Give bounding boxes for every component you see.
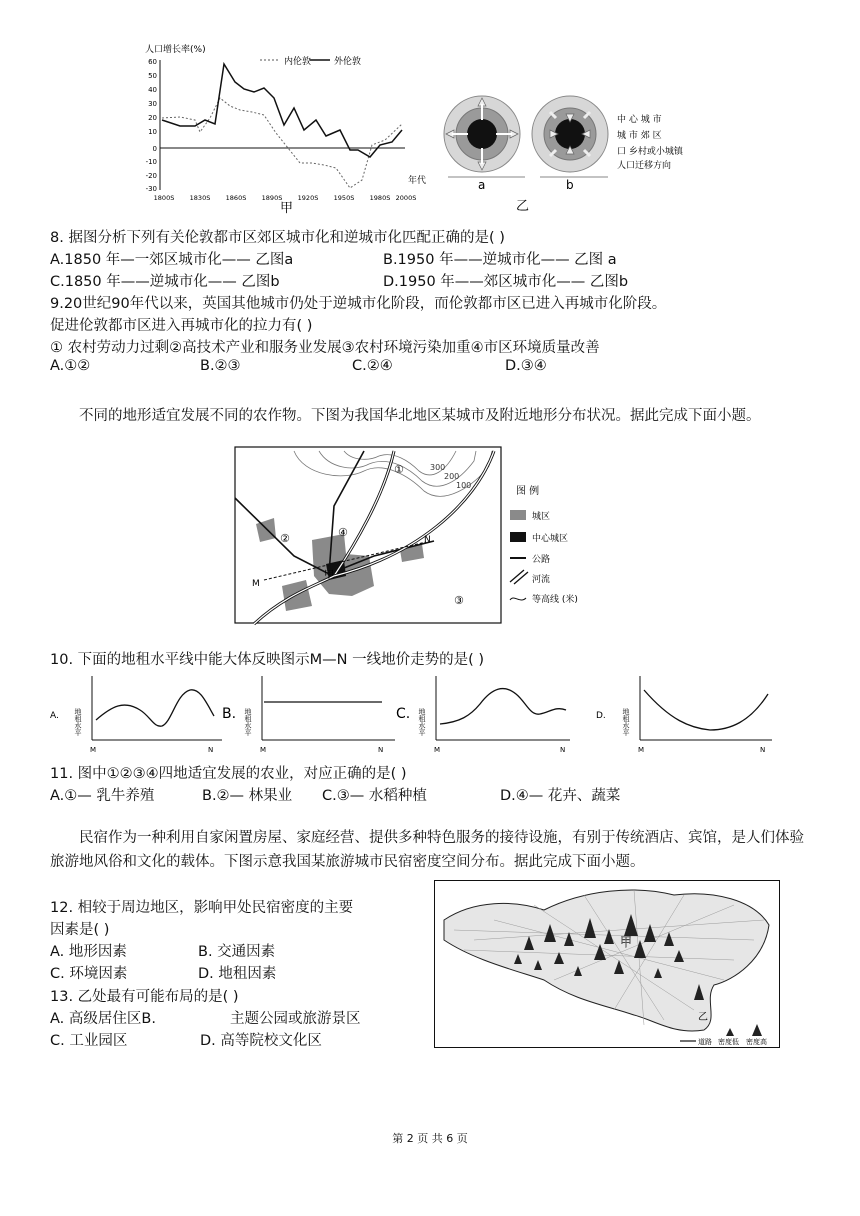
contour-200: 200: [444, 472, 460, 481]
question-10-stem: 10. 下面的地租水平线中能大体反映图示M—N 一线地价走势的是( ): [50, 652, 485, 668]
legend-migration: 人口迁移方向: [617, 161, 672, 171]
chart-ylabel: 人口增长率(%): [145, 45, 206, 55]
q9-option-d: D.③④: [505, 358, 547, 374]
q13-option-d: D. 高等院校文化区: [200, 1033, 322, 1049]
question-9-items: ① 农村劳动力过剩②高技术产业和服务业发展③农村环境污染加重④市区环境质量改善: [50, 340, 600, 356]
q11-option-c: C.③— 水稻种植: [322, 788, 427, 804]
xtick: 2000S: [395, 194, 417, 202]
q12-option-c: C. 环境因素: [50, 966, 128, 982]
page-number: 第 2 页 共 6 页: [392, 1132, 468, 1145]
option-c-graph: [396, 676, 570, 754]
q8-option-a: A.1850 年—一郊区城市化—— 乙图a: [50, 252, 294, 268]
xtick: 1980S: [369, 194, 391, 202]
q12-option-b: B. 交通因素: [198, 944, 276, 960]
label-a: a: [478, 178, 486, 192]
site-2: ②: [280, 532, 290, 545]
axis-N: N: [560, 746, 566, 754]
site-3: ③: [454, 594, 464, 607]
ytick: 10: [148, 128, 157, 136]
ytick: -10: [145, 158, 157, 166]
axis-M: M: [638, 746, 645, 754]
question-9-stem-2: 促进伦敦都市区进入再城市化的拉力有( ): [50, 318, 313, 334]
map-jia: 甲: [620, 935, 633, 949]
passage-homestay: 民宿作为一种利用自家闲置房屋、家庭经营、提供多种特色服务的接待设施，有别于传统酒店、宾馆，是人们体验旅游地风俗和文化的载体。下图示意我国某旅游城市民宿密度空间分布。据此完成下面小题。: [50, 830, 804, 870]
option-a-label: A.: [50, 711, 59, 721]
q11-option-a: A.①— 乳牛养殖: [50, 788, 155, 804]
axis-N: N: [208, 746, 214, 754]
legend-village: 口 乡村或小城镇: [617, 147, 683, 157]
figure-caption-yi: 乙: [516, 199, 530, 214]
contour-300: 300: [430, 463, 446, 472]
q11-option-d: D.④— 花卉、蔬菜: [500, 788, 621, 804]
axis-M: M: [434, 746, 441, 754]
legend-low-density: 密度低: [718, 1038, 739, 1046]
rent-curve-options: [40, 672, 820, 762]
population-growth-chart: [140, 40, 440, 215]
site-4: ④: [338, 526, 348, 539]
legend-title: 图 例: [516, 486, 540, 497]
q11-option-b: B.②— 林果业: [202, 788, 293, 804]
passage-terrain: 不同的地形适宜发展不同的农作物。下图为我国华北地区某城市及附近地形分布状况。据此完成下面小题。: [79, 408, 761, 424]
diagram-b: [532, 96, 608, 172]
ytick: 30: [148, 100, 157, 108]
question-9-stem-1: 9.20世纪90年代以来，英国其他城市仍处于逆城市化阶段，而伦敦都市区已进入再城市化阶段。: [50, 296, 667, 312]
map-yi: 乙: [698, 1012, 708, 1023]
terrain-map: [234, 446, 604, 626]
y-label: 地租水平: [622, 708, 630, 736]
legend-road: 道路: [698, 1038, 712, 1046]
legend-river: 河流: [532, 575, 551, 585]
q12-option-a: A. 地形因素: [50, 944, 127, 960]
ytick: 50: [148, 72, 157, 80]
q8-option-c: C.1850 年——逆城市化—— 乙图b: [50, 274, 280, 290]
xtick: 1950S: [333, 194, 355, 202]
q13-option-a: A. 高级居住区B.: [50, 1011, 156, 1027]
homestay-density-map: [434, 880, 780, 1048]
legend-central-city: 中 心 城 市: [617, 115, 662, 125]
q9-option-b: B.②③: [200, 358, 241, 374]
q9-option-a: A.①②: [50, 358, 91, 374]
question-13-stem: 13. 乙处最有可能布局的是( ): [50, 989, 239, 1005]
chart-xlabel: 年代: [408, 176, 427, 186]
legend-contour: 等高线 (米): [532, 595, 578, 605]
diagram-a: [444, 96, 520, 172]
series-inner-london: [162, 98, 402, 188]
urbanization-diagram: [440, 92, 710, 214]
ytick: -20: [145, 172, 157, 180]
option-d-label: D.: [596, 711, 606, 721]
label-b: b: [566, 178, 574, 192]
question-8-stem: 8. 据图分析下列有关伦敦都市区郊区城市化和逆城市化匹配正确的是( ): [50, 230, 505, 246]
question-12-stem-1: 12. 相较于周边地区，影响甲处民宿密度的主要: [50, 900, 354, 916]
axis-M: M: [260, 746, 267, 754]
legend-center: 中心城区: [532, 534, 569, 544]
legend-urban: 城区: [532, 512, 551, 522]
xtick: 1800S: [153, 194, 175, 202]
series-outer-london: [162, 64, 402, 157]
ytick: 20: [148, 114, 157, 122]
legend-road: 公路: [532, 555, 551, 565]
option-a-graph: [50, 676, 222, 754]
ytick: -30: [145, 185, 157, 193]
xtick: 1860S: [225, 194, 247, 202]
figure-caption-jia: 甲: [280, 201, 294, 215]
xtick: 1920S: [297, 194, 319, 202]
option-d-graph: [596, 676, 772, 754]
q13-option-b: 主题公园或旅游景区: [230, 1011, 361, 1027]
axis-M: M: [90, 746, 97, 754]
axis-N: N: [378, 746, 384, 754]
legend-outer-london: 外伦敦: [334, 57, 362, 67]
point-M: M: [252, 579, 260, 589]
question-11-stem: 11. 图中①②③④四地适宜发展的农业，对应正确的是( ): [50, 766, 407, 782]
option-c-label: C.: [396, 706, 411, 722]
q8-option-d: D.1950 年——郊区城市化—— 乙图b: [383, 274, 629, 290]
legend-high-density: 密度高: [746, 1038, 767, 1046]
site-jia: 甲: [324, 570, 334, 581]
site-1: ①: [394, 463, 404, 476]
option-b-graph: [222, 676, 395, 754]
ytick: 60: [148, 58, 157, 66]
q13-option-c: C. 工业园区: [50, 1033, 128, 1049]
legend-suburb: 城 市 郊 区: [617, 131, 662, 141]
q8-option-b: B.1950 年——逆城市化—— 乙图 a: [383, 252, 617, 268]
ytick: 40: [148, 86, 157, 94]
point-N: N: [424, 535, 431, 545]
xtick: 1890S: [261, 194, 283, 202]
legend-inner-london: 内伦敦: [284, 57, 312, 67]
q12-option-d: D. 地租因素: [198, 966, 277, 982]
option-b-label: B.: [222, 706, 237, 722]
xtick: 1830S: [189, 194, 211, 202]
ytick: 0: [152, 145, 157, 153]
y-label: 地租水平: [418, 708, 426, 736]
question-12-stem-2: 因素是( ): [50, 922, 110, 938]
y-label: 地租水平: [244, 708, 252, 736]
q9-option-c: C.②④: [352, 358, 393, 374]
y-label: 地租水平: [74, 708, 82, 736]
axis-N: N: [760, 746, 766, 754]
contour-100: 100: [456, 481, 472, 490]
